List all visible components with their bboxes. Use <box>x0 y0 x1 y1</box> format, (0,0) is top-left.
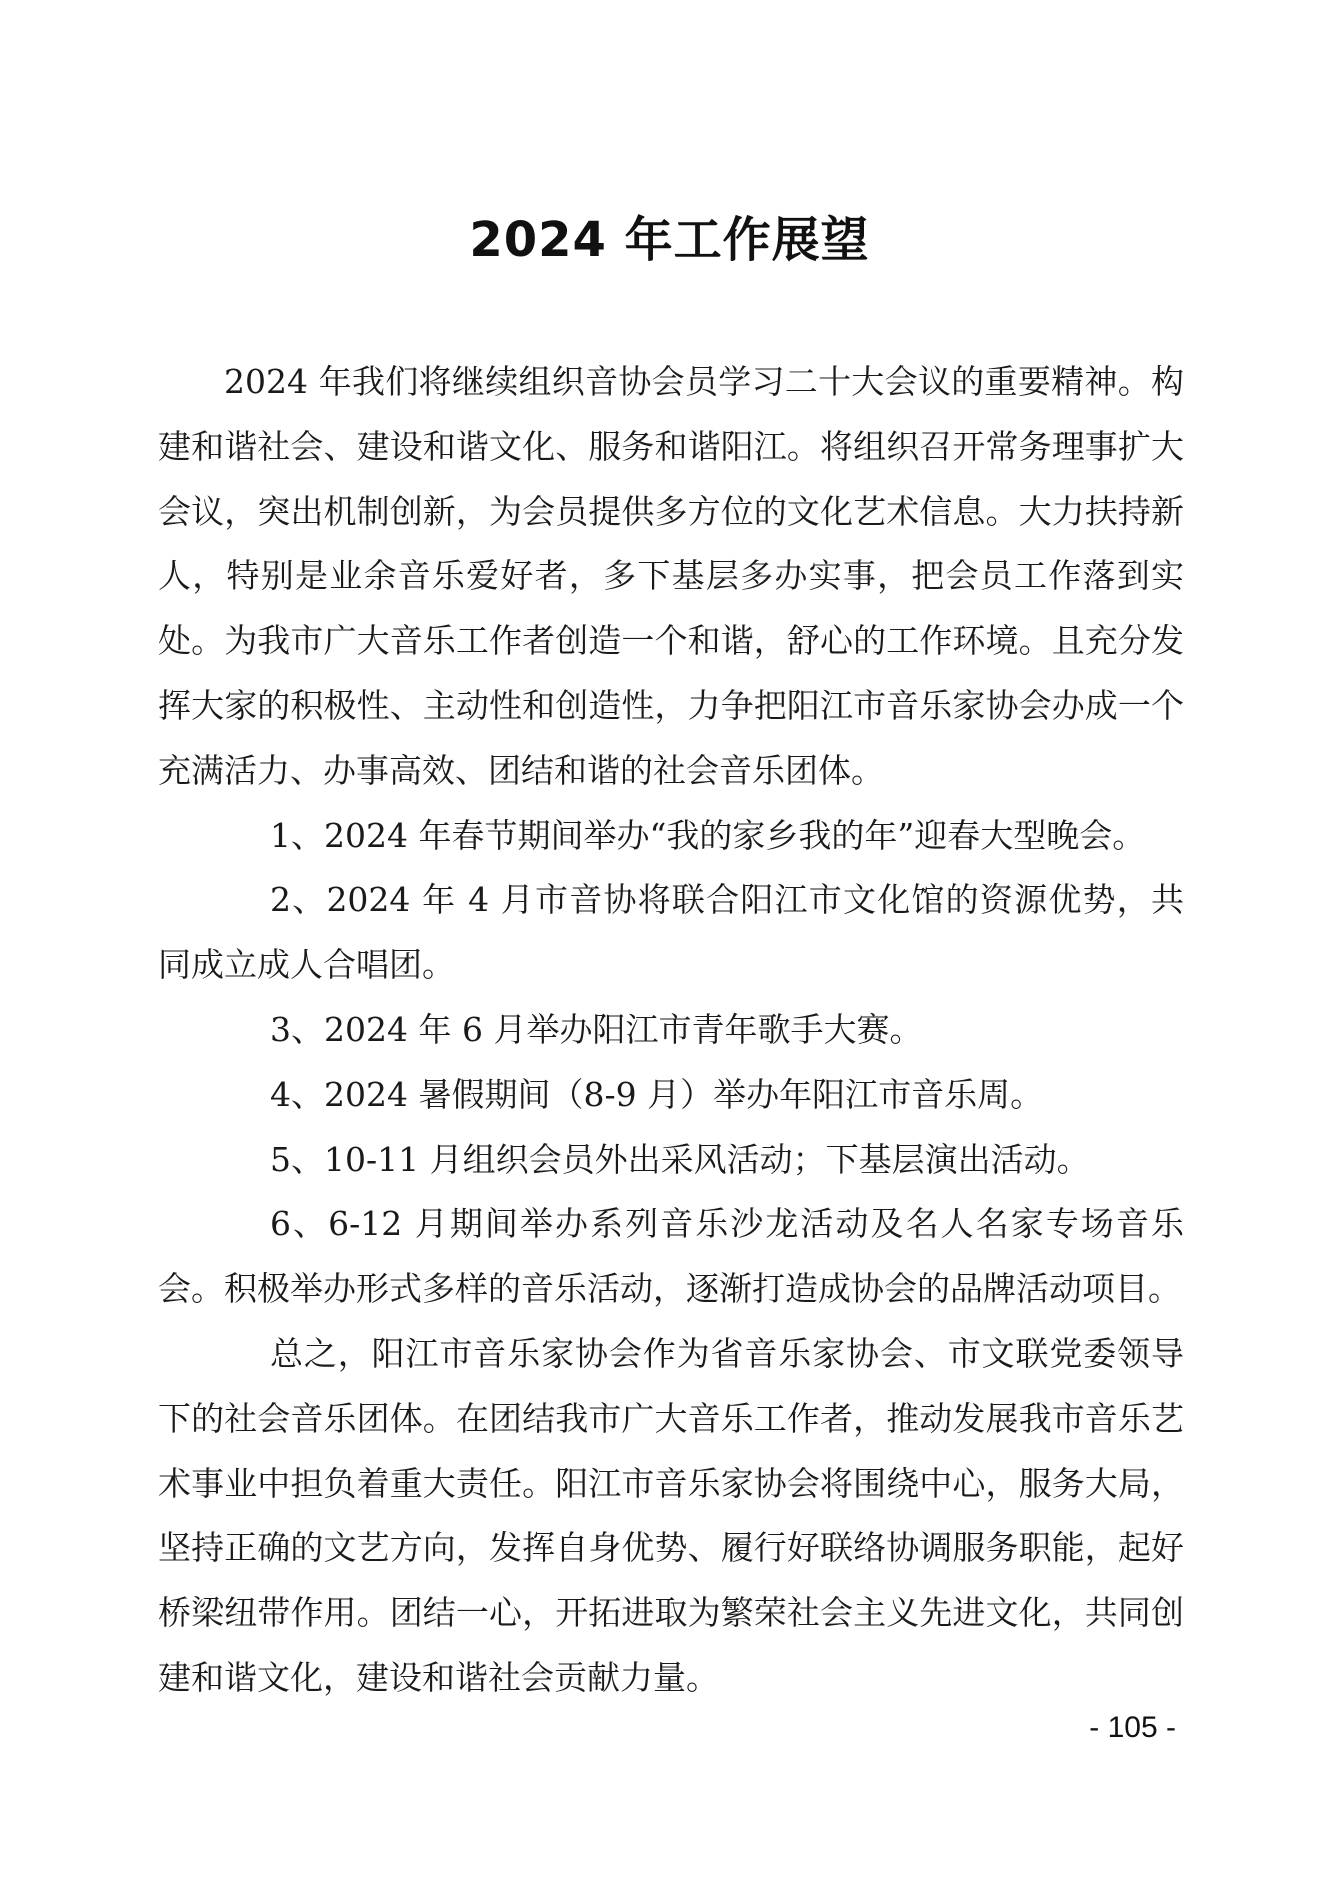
list-item-1: 1、2024 年春节期间举办“我的家乡我的年”迎春大型晚会。 <box>270 815 1146 855</box>
page-number: - 105 - <box>1089 1711 1176 1744</box>
list-item-6: 6、6-12 月期间举办系列音乐沙龙活动及名人名家专场音乐会。积极举办形式多样的音乐活动，逐渐打造成协会的品牌活动项目。 <box>158 1204 1184 1309</box>
document-body <box>158 350 1184 1711</box>
list-item-3: 3、2024 年 6 月举办阳江市青年歌手大赛。 <box>270 1009 923 1049</box>
list-item-4: 4、2024 暑假期间（8-9 月）举办年阳江市音乐周。 <box>270 1074 1044 1114</box>
list-item-5: 5、10-11 月组织会员外出采风活动；下基层演出活动。 <box>270 1139 1090 1179</box>
list-item-2: 2、2024 年 4 月市音协将联合阳江市文化馆的资源优势，共同成立成人合唱团。 <box>158 880 1184 985</box>
paragraph-conclusion: 总之，阳江市音乐家协会作为省音乐家协会、市文联党委领导下的社会音乐团体。在团结我市广大音乐工作者，推动发展我市音乐艺术事业中担负着重大责任。阳江市音乐家协会将围绕中心，服务大局，坚持正确的文艺方向，发挥自身优势、履行好联络协调服务职能，起好桥梁纽带作用。团结一心，开拓进取为繁荣社会主义先进文化，共同创建和谐文化，建设和谐社会贡献力量。 <box>158 1333 1184 1697</box>
paragraph-intro: 2024 年我们将继续组织音协会员学习二十大会议的重要精神。构建和谐社会、建设和谐文化、服务和谐阳江。将组织召开常务理事扩大会议，突出机制创新，为会员提供多方位的文化艺术信息。大力扶持新人，特别是业余音乐爱好者，多下基层多办实事，把会员工作落到实处。为我市广大音乐工作者创造一个和谐，舒心的工作环境。且充分发挥大家的积极性、主动性和创造性，力争把阳江市音乐家协会办成一个充满活力、办事高效、团结和谐的社会音乐团体。 <box>158 362 1184 790</box>
page-title: 2024 年工作展望 <box>469 212 870 268</box>
